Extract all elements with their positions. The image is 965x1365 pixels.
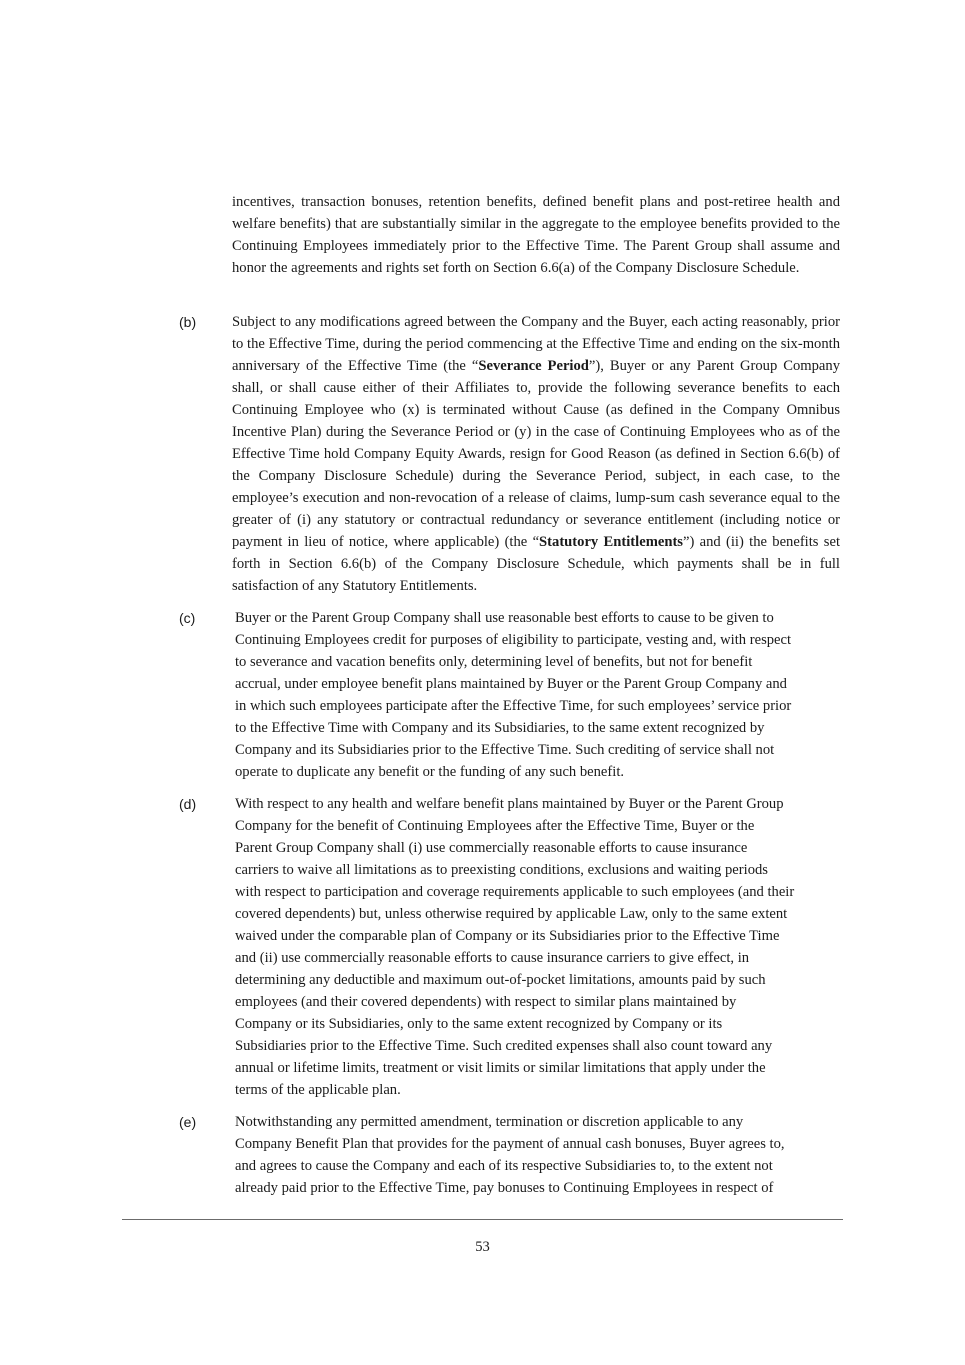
text-line: Company Benefit Plan that provides for the payment of annual cash bonuses, Buyer agrees to, (235, 1136, 785, 1152)
text-line: with respect to participation and coverage requirements applicable to such employees (and their (235, 884, 795, 900)
text-line: waived under the comparable plan of Company or its Subsidiaries prior to the Effective Time (235, 928, 780, 944)
text-line: accrual, under employee benefit plans maintained by Buyer or the Parent Group Company and (235, 676, 787, 692)
text-line: employees (and their covered dependents) with respect to similar plans maintained by (235, 994, 737, 1010)
text-line: Company for the benefit of Continuing Employees after the Effective Time, Buyer or the (235, 818, 755, 834)
text-line: operate to duplicate any benefit or the funding of any such benefit. (235, 764, 625, 780)
paragraph-e (235, 1111, 841, 1199)
paragraph-b: Subject to any modifications agreed between the Company and the Buyer, each acting reasonably, prior to the Effective Time, during the period commencing at the Effective Time and ending on the six-month anniversary of the Effective Time (the “Severance Period”), Buyer or any Parent Group Company shall, or shall cause either of their Affiliates to, provide the following severance benefits to each Continuing Employee who (x) is terminated without Cause (as defined in the Company Omnibus Incentive Plan) during the Severance Period or (y) in the case of Continuing Employees who as of the Effective Time hold Company Equity Awards, resign for Good Reason (as defined in Section 6.6(b) of the Company Disclosure Schedule) during the Severance Period, subject, in each case, to the employee’s execution and non-revocation of a release of claims, lump-sum cash severance equal to the greater of (i) any statutory or contractual redundancy or severance entitlement (including notice or payment in lieu of notice, where applicable) (the “Statutory Entitlements”) and (ii) the benefits set forth in Section 6.6(b) of the Company Disclosure Schedule, which payments shall be in full satisfaction of any Statutory Entitlements. (232, 314, 841, 594)
text-line: Continuing Employees credit for purposes of eligibility to participate, vesting and, with respect (235, 632, 792, 648)
text-line: carriers to waive all limitations as to preexisting conditions, exclusions and waiting periods (235, 862, 768, 878)
text-line: determining any deductible and maximum out-of-pocket limitations, amounts paid by such (235, 972, 766, 988)
text-line: Buyer or the Parent Group Company shall use reasonable best efforts to cause to be given to (235, 610, 774, 626)
text-line: and agrees to cause the Company and each of its respective Subsidiaries to, to the extent not (235, 1158, 773, 1174)
paragraph-label-b: (b) (179, 314, 197, 330)
page-number: 53 (475, 1239, 490, 1255)
paragraph-label-c: (c) (179, 610, 196, 626)
text-line: Company and its Subsidiaries prior to the Effective Time. Such crediting of service shall not (235, 742, 775, 758)
text-line: terms of the applicable plan. (235, 1082, 401, 1098)
footer-divider (122, 1219, 843, 1220)
text-line: in which such employees participate after the Effective Time, for such employees’ service prior (235, 698, 792, 714)
text-line: Subsidiaries prior to the Effective Time. Such credited expenses shall also count toward any (235, 1038, 773, 1054)
text-line: already paid prior to the Effective Time, pay bonuses to Continuing Employees in respect of (235, 1180, 774, 1196)
continuation-paragraph: incentives, transaction bonuses, retention benefits, defined benefit plans and post-retiree health and welfare benefits) that are substantially similar in the aggregate to the employee benefits provided to the Continuing Employees immediately prior to the Effective Time. The Parent Group shall assume and honor the agreements and rights set forth on Section 6.6(a) of the Company Disclosure Schedule. (232, 194, 840, 276)
defined-term-severance-period: Severance Period (478, 358, 589, 374)
paragraph-label-d: (d) (179, 796, 197, 812)
text-line: Notwithstanding any permitted amendment, termination or discretion applicable to any (235, 1114, 744, 1130)
text-line: With respect to any health and welfare benefit plans maintained by Buyer or the Parent Group (235, 796, 784, 812)
paragraph-label-e: (e) (179, 1114, 197, 1130)
text-line: to severance and vacation benefits only, determining level of benefits, but not for benefit (235, 654, 753, 670)
paragraph-d (235, 793, 841, 1101)
text-line: Company or its Subsidiaries, only to the same extent recognized by Company or its (235, 1016, 723, 1032)
text-line: to the Effective Time with Company and its Subsidiaries, to the same extent recognized by (235, 720, 765, 736)
text-line: annual or lifetime limits, treatment or visit limits or similar limitations that apply under the (235, 1060, 766, 1076)
text-line: Parent Group Company shall (i) use commercially reasonable efforts to cause insurance (235, 840, 748, 856)
text-line: and (ii) use commercially reasonable efforts to cause insurance carriers to give effect, in (235, 950, 750, 966)
defined-term-statutory-entitlements: Statutory Entitlements (539, 534, 683, 550)
text-line: covered dependents) but, unless otherwise required by applicable Law, only to the same extent (235, 906, 788, 922)
paragraph-c (235, 607, 841, 783)
